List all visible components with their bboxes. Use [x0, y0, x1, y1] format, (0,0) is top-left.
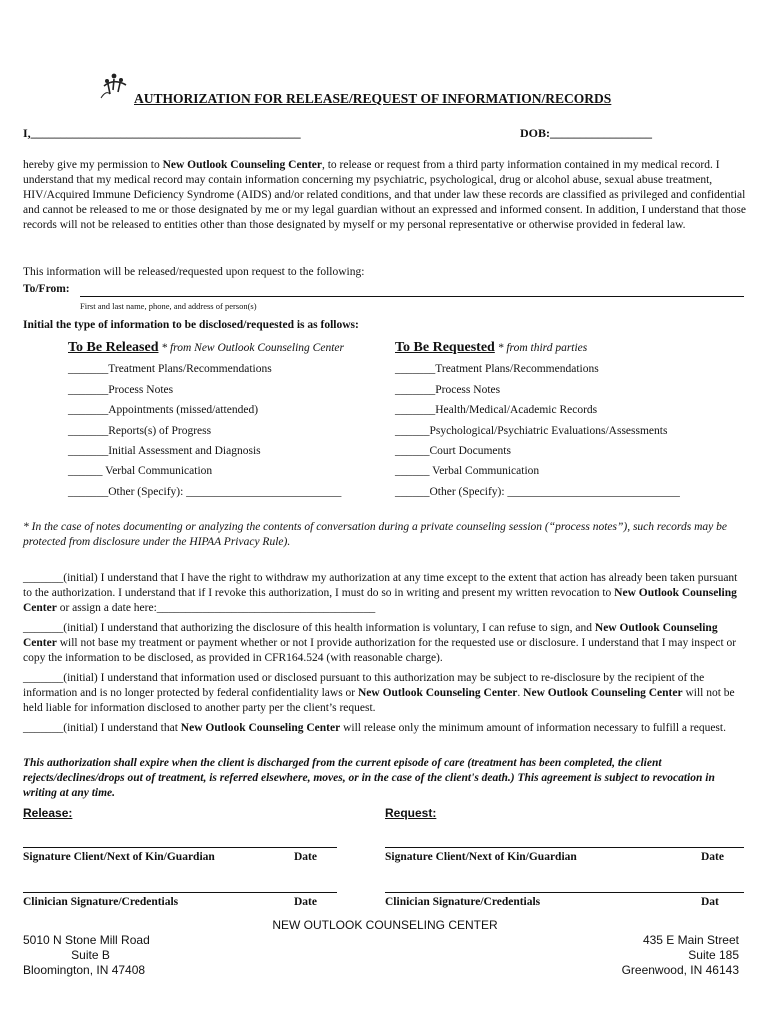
- dob-label: DOB:: [520, 126, 550, 140]
- request-item[interactable]: _______Treatment Plans/Recommendations: [395, 363, 599, 375]
- release-client-signature-line[interactable]: [23, 847, 337, 848]
- release-client-date-label: Date: [294, 851, 317, 863]
- request-item[interactable]: ______Psychological/Psychiatric Evaluations/Assessments: [395, 425, 668, 437]
- org-name: New Outlook Counseling Center: [162, 159, 322, 171]
- release-client-signature-label: Signature Client/Next of Kin/Guardian: [23, 851, 215, 863]
- request-client-signature-line[interactable]: [385, 847, 744, 848]
- initial-paragraph-withdraw: _______(initial) I understand that I have the right to withdraw my authorization at any time except to the extent that action has already been taken pursuant to the authorization. I understand that if I revoke this authorization, I must do so in writing and present my written revocation to New Outlook Counseling Center or assign a date here:______________________________________: [23, 572, 738, 614]
- request-item[interactable]: _______Health/Medical/Academic Records: [395, 404, 598, 416]
- initial-paragraph-minimum: _______(initial) I understand that New Outlook Counseling Center will release only the minimum amount of information necessary to fulfill a request.: [23, 722, 726, 734]
- logo-figures-icon: [98, 72, 132, 102]
- footer-org-name: NEW OUTLOOK COUNSELING CENTER: [272, 918, 498, 932]
- request-clinician-signature-line[interactable]: [385, 892, 744, 893]
- to-from-label: To/From:: [23, 283, 70, 295]
- page-title: AUTHORIZATION FOR RELEASE/REQUEST OF INFORMATION/RECORDS: [134, 91, 612, 106]
- release-clinician-date-label: Date: [294, 896, 317, 908]
- name-blank: _____________________________________________: [30, 126, 301, 140]
- request-item[interactable]: ______ Verbal Communication: [395, 465, 540, 477]
- initial-paragraph-redisclosure: _______(initial) I understand that information used or disclosed pursuant to this authorization may be subject to re-disclosure by the recipient of the information and is no longer protected by federal confidentiality laws or New Outlook Counseling Center. New Outlook Counseling Center will not be held liable for information disclosed to another party per the client’s request.: [23, 672, 735, 714]
- info-types-heading: Initial the type of information to be disclosed/requested is as follows:: [23, 319, 359, 331]
- request-item[interactable]: ______Court Documents: [395, 445, 511, 457]
- release-column-title: To Be Released * from New Outlook Counseling Center: [68, 340, 344, 355]
- process-notes-footnote: * In the case of notes documenting or analyzing the contents of conversation during a private counseling session (“process notes”), such records may be protected from disclosure under the HIPAA Privacy Rule).: [23, 521, 727, 548]
- request-item[interactable]: _______Process Notes: [395, 384, 501, 396]
- intro-paragraph: hereby give my permission to New Outlook Counseling Center, to release or request from a third party information contained in my medical record. I understand that my medical record may contain information concerning my psychiatric, psychological, drug or alcohol abuse, sexual abuse treatment, HIV/Acquired Immune Deficiency Syndrome (AIDS) and/or related conditions, and that under law these records are classified as privileged and confidential and cannot be released to me or those designated by me or my legal guardian without an expressed and informed consent. In addition, I understand that those records will not be released to entities other than those designated by myself or my personal representative or otherwise provided in federal law.: [23, 159, 747, 231]
- name-label: I,: [23, 126, 31, 140]
- dob-blank: _________________: [550, 126, 652, 140]
- release-clinician-signature-line[interactable]: [23, 892, 337, 893]
- request-column-title: To Be Requested * from third parties: [395, 340, 588, 355]
- release-item[interactable]: _______Appointments (missed/attended): [68, 404, 259, 416]
- request-client-signature-label: Signature Client/Next of Kin/Guardian: [385, 851, 577, 863]
- footer-left-address: 5010 N Stone Mill Road Suite B Bloomington, IN 47408: [23, 933, 150, 977]
- release-item[interactable]: _______Initial Assessment and Diagnosis: [68, 445, 261, 457]
- release-item[interactable]: _______Treatment Plans/Recommendations: [68, 363, 272, 375]
- release-item[interactable]: ______ Verbal Communication: [68, 465, 213, 477]
- release-label: Release:: [23, 806, 73, 820]
- release-clinician-signature-label: Clinician Signature/Credentials: [23, 896, 179, 908]
- request-label: Request:: [385, 806, 437, 820]
- client-name-field[interactable]: [23, 126, 301, 141]
- request-clinician-signature-label: Clinician Signature/Credentials: [385, 896, 541, 908]
- expiration-statement: This authorization shall expire when the client is discharged from the current episode of care (treatment has been completed, the client rejects/declines/drops out of treatment, is referred elsewhere, moves, or in the case of the client's death.) This agreement is subject to revocation in writing at any time.: [23, 757, 715, 799]
- release-item[interactable]: _______Other (Specify): ___________________________: [68, 486, 342, 498]
- request-item[interactable]: ______Other (Specify): ______________________________: [395, 486, 680, 498]
- footer-right-address: 435 E Main Street Suite 185 Greenwood, IN 46143: [621, 933, 739, 977]
- request-clinician-date-label: Dat: [701, 896, 719, 908]
- to-from-caption: First and last name, phone, and address of person(s): [80, 301, 257, 311]
- release-item[interactable]: _______Reports(s) of Progress: [68, 425, 212, 437]
- request-client-date-label: Date: [701, 851, 724, 863]
- dob-field[interactable]: [520, 126, 652, 141]
- release-item[interactable]: _______Process Notes: [68, 384, 174, 396]
- to-from-intro: This information will be released/requested upon request to the following:: [23, 266, 365, 278]
- initial-paragraph-voluntary: _______(initial) I understand that authorizing the disclosure of this health information is voluntary, I can refuse to sign, and New Outlook Counseling Center will not base my treatment or payment whether or not I provide authorization for the requested use or disclosure. I understand that I may inspect or copy the information to be disclosed, as provided in CFR164.524 (with reasonable charge).: [23, 622, 737, 664]
- to-from-input[interactable]: [80, 296, 744, 297]
